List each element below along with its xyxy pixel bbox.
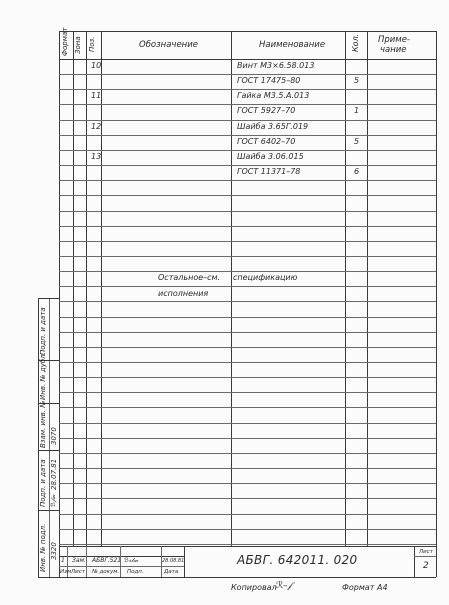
row-pos: 11 (91, 91, 102, 100)
row-pos: 12 (91, 122, 102, 131)
footer-copied: Копировал (231, 583, 277, 592)
tb-sheet-no: 2 (423, 561, 429, 571)
tb-sheet-label: Лист (419, 549, 433, 555)
header-designation: Обозначение (139, 40, 198, 50)
tb-izm: 1 (61, 557, 65, 564)
tb-list-mark: Зам. (72, 557, 86, 564)
tb-sign-date: 28.08.81 (162, 558, 185, 564)
row-qty: 1 (354, 106, 360, 115)
row-name: ГОСТ 6402–70 (237, 137, 296, 146)
header-format: Формат (61, 27, 69, 56)
remark-line2: исполнения (158, 289, 209, 298)
header-note-line1: Приме- (378, 35, 411, 45)
tb-lbl-doc: № докум. (92, 569, 120, 575)
row-name: Шайба 3.65Г.019 (237, 122, 309, 131)
side-inv-dubl: Инв. № дубл. (39, 352, 47, 400)
footer-format: Формат А4 (342, 583, 388, 592)
side-inv-podl-value: 3320 (50, 542, 58, 560)
row-qty: 6 (354, 167, 360, 176)
header-note-line2: чание (380, 45, 407, 55)
row-name: ГОСТ 5927–70 (237, 106, 296, 115)
row-name: ГОСТ 11371–78 (237, 167, 301, 176)
signature-scribble: ℬ𝒻𝓂 (50, 494, 57, 507)
tb-signature: ℬ𝓇𝓁𝓂 (124, 557, 139, 564)
row-pos: 10 (91, 61, 102, 70)
row-name: Шайба 3.06.015 (237, 152, 304, 161)
side-podp-data: Подп. и дата (39, 307, 47, 355)
header-pos: Поз. (88, 36, 96, 52)
header-zone: Зона (74, 36, 82, 54)
row-qty: 5 (354, 137, 360, 146)
row-name: Гайка М3.5.А.013 (237, 91, 310, 100)
side-vzam-inv-value: 3070 (50, 427, 58, 445)
row-name: ГОСТ 17475–80 (237, 76, 301, 85)
footer-copied-signature: ℛ–𝒻 (276, 581, 292, 591)
remark-line1-left: Остальное–см. (158, 273, 221, 282)
header-name: Наименование (259, 40, 326, 50)
side-podp-data2-value: 28.07.81 (50, 458, 58, 490)
tb-lbl-list: Лист (71, 569, 85, 575)
tb-designation: АБВГ. 642011. 020 (237, 553, 358, 567)
row-pos: 13 (91, 152, 102, 161)
tb-lbl-izm: Изм (60, 569, 72, 575)
side-vzam-inv: Взам. инв. № (39, 400, 47, 448)
side-podp-data2: Подп. и дата (39, 459, 47, 507)
tb-lbl-date: Дата (164, 569, 179, 575)
row-qty: 5 (354, 76, 360, 85)
tb-lbl-sign: Подп. (127, 569, 144, 575)
tb-doc-no: АБВГ.521 (92, 557, 122, 564)
remark-line1-right: спецификацию (233, 273, 298, 282)
row-name: Винт М3×6.58.013 (237, 61, 315, 70)
header-qty: Кол. (351, 33, 360, 52)
side-inv-podl: Инв. № подл. (39, 523, 47, 572)
